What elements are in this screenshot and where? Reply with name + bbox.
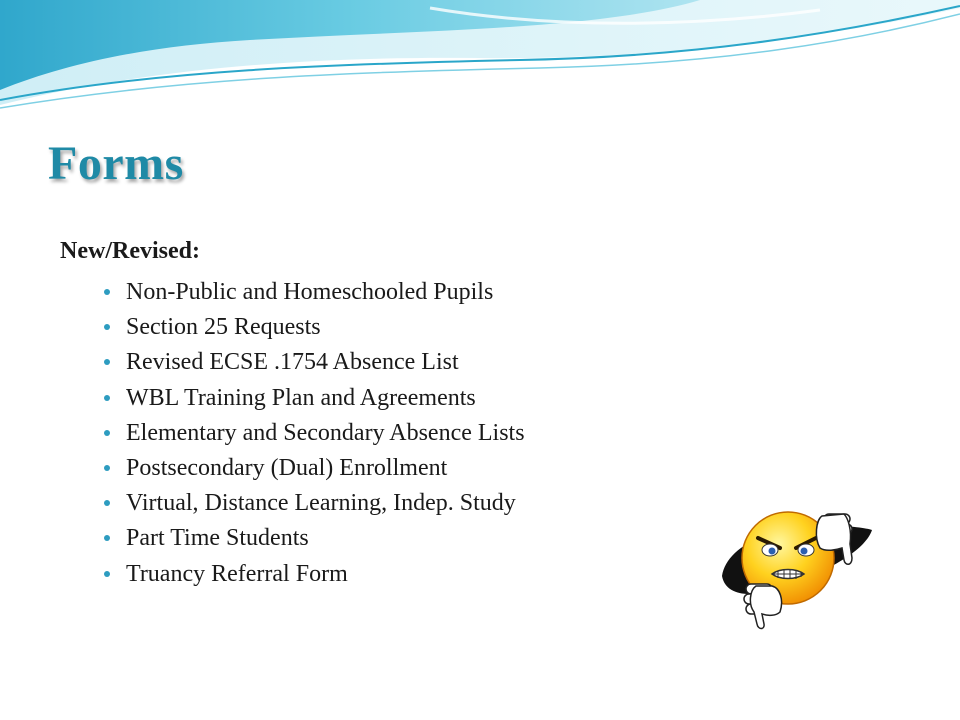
list-item-text: Section 25 Requests — [126, 314, 321, 341]
bullet-icon — [104, 500, 110, 506]
list-item-text: WBL Training Plan and Agreements — [126, 384, 476, 411]
list-item-text: Truancy Referral Form — [126, 560, 348, 587]
bullet-icon — [104, 359, 110, 365]
list-item — [100, 486, 525, 521]
bullet-icon — [104, 324, 110, 330]
list-item — [100, 557, 525, 592]
bullet-icon — [104, 465, 110, 471]
list-item-text: Elementary and Secondary Absence Lists — [126, 419, 525, 446]
list-item-text: Non-Public and Homeschooled Pupils — [126, 279, 494, 305]
list-item-text: Part Time Students — [126, 525, 309, 552]
bullet-icon — [104, 430, 110, 436]
list-item — [100, 275, 525, 310]
bullet-icon — [104, 571, 110, 577]
list-item — [100, 521, 525, 556]
list-item — [100, 345, 525, 380]
list-item — [100, 416, 525, 451]
list-item — [100, 381, 525, 416]
list-item-text: Virtual, Distance Learning, Indep. Study — [126, 490, 516, 517]
bullet-icon — [104, 289, 110, 295]
list-item-text: Postsecondary (Dual) Enrollment — [126, 454, 448, 481]
list-item — [100, 451, 525, 486]
section-subheading: New/Revised: — [60, 238, 200, 264]
forms-list — [100, 275, 525, 592]
angry-face-thumbs-down-icon — [716, 508, 876, 633]
bullet-icon — [104, 395, 110, 401]
slide-title: Forms — [48, 137, 184, 190]
list-item — [100, 310, 525, 345]
list-item-text: Revised ECSE .1754 Absence List — [126, 349, 459, 376]
header-wave-decoration — [0, 0, 960, 120]
bullet-icon — [104, 535, 110, 541]
